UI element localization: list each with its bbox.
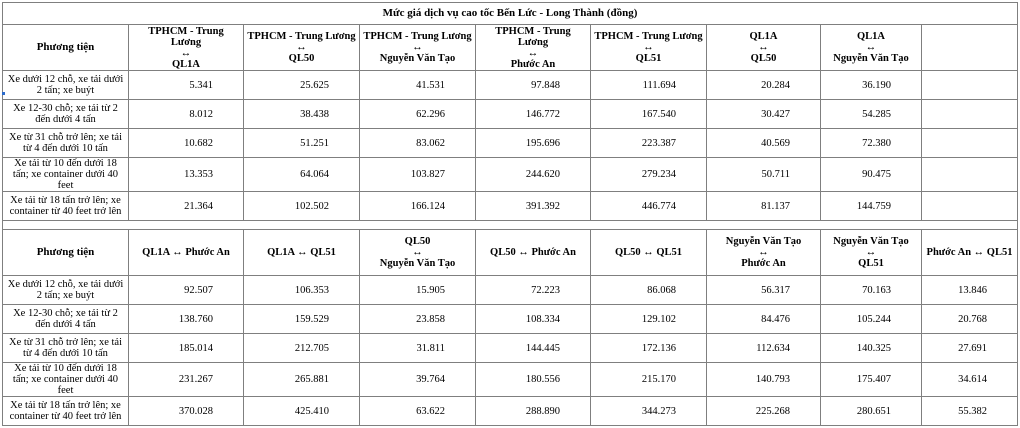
price-cell: 244.620 (476, 158, 591, 192)
route-header-text: TPHCM - Trung Lương (495, 25, 571, 48)
route-column-header (707, 25, 821, 71)
route-header-text: Nguyễn Văn Tạo (833, 53, 909, 64)
price-cell: 23.858 (360, 305, 476, 334)
vehicle-type-header: Phương tiện (3, 230, 129, 276)
vehicle-type-label: Xe dưới 12 chỗ, xe tải dưới 2 tấn; xe buýt (3, 276, 129, 305)
route-header-text: QL1A (749, 31, 778, 42)
table-row (3, 129, 1018, 158)
toll-table (2, 2, 1018, 426)
route-column-header (476, 25, 591, 71)
price-cell: 112.634 (707, 334, 821, 363)
route-column-header (821, 25, 922, 71)
spacer-cell (3, 221, 1018, 230)
table-row (3, 192, 1018, 221)
price-cell: 15.905 (360, 276, 476, 305)
route-header-text: ↔ (758, 42, 769, 53)
route-column-header (244, 25, 360, 71)
price-cell: 13.353 (129, 158, 244, 192)
route-column-header (591, 25, 707, 71)
empty-cell (922, 192, 1018, 221)
price-cell: 180.556 (476, 363, 591, 397)
route-header-text: QL50 ↔ QL51 (614, 247, 683, 258)
price-cell: 50.711 (707, 158, 821, 192)
price-cell: 446.774 (591, 192, 707, 221)
price-cell: 39.764 (360, 363, 476, 397)
price-cell: 34.614 (922, 363, 1018, 397)
price-cell: 231.267 (129, 363, 244, 397)
route-column-header (591, 230, 707, 276)
price-cell: 225.268 (707, 397, 821, 426)
price-cell: 102.502 (244, 192, 360, 221)
empty-cell (922, 158, 1018, 192)
price-cell: 31.811 (360, 334, 476, 363)
table2-header-row (3, 230, 1018, 276)
route-header-text: QL51 (635, 53, 662, 64)
price-cell: 21.364 (129, 192, 244, 221)
price-cell: 27.691 (922, 334, 1018, 363)
price-cell: 195.696 (476, 129, 591, 158)
route-header-text: ↔ (527, 47, 539, 59)
title-row (3, 3, 1018, 25)
price-cell: 92.507 (129, 276, 244, 305)
route-column-header (129, 25, 244, 71)
route-column-header (476, 230, 591, 276)
price-cell: 13.846 (922, 276, 1018, 305)
route-header-text: ↔ (296, 42, 307, 53)
vehicle-type-label: Xe tải từ 10 đến dưới 18 tấn; xe container dưới 40 feet (3, 363, 129, 397)
price-cell: 62.296 (360, 100, 476, 129)
table-row (3, 276, 1018, 305)
table-row (3, 334, 1018, 363)
price-cell: 41.531 (360, 71, 476, 100)
price-cell: 70.163 (821, 276, 922, 305)
price-cell: 166.124 (360, 192, 476, 221)
route-header-text: TPHCM - Trung Lương (247, 31, 356, 42)
price-cell: 172.136 (591, 334, 707, 363)
route-header-text: Nguyễn Văn Tạo (725, 236, 802, 247)
route-header-text: Nguyễn Văn Tạo (379, 53, 456, 64)
table-row (3, 363, 1018, 397)
table-row (3, 305, 1018, 334)
route-header-text: QL51 (858, 258, 884, 269)
route-header-text: ↔ (865, 42, 877, 53)
price-cell: 140.793 (707, 363, 821, 397)
price-cell: 83.062 (360, 129, 476, 158)
price-cell: 175.407 (821, 363, 922, 397)
route-column-header (360, 230, 476, 276)
route-header-text: ↔ (412, 247, 423, 258)
empty-cell (922, 71, 1018, 100)
vehicle-type-label: Xe 12-30 chỗ; xe tải từ 2 đến dưới 4 tấn (3, 305, 129, 334)
route-header-text: TPHCM - Trung Lương (594, 31, 703, 42)
table-row (3, 100, 1018, 129)
price-cell: 38.438 (244, 100, 360, 129)
price-cell: 140.325 (821, 334, 922, 363)
route-header-text: QL1A ↔ Phước An (142, 247, 230, 258)
price-cell: 20.768 (922, 305, 1018, 334)
route-column-header (707, 230, 821, 276)
route-column-header (821, 230, 922, 276)
empty-cell (922, 25, 1018, 71)
price-cell: 40.569 (707, 129, 821, 158)
price-cell: 10.682 (129, 129, 244, 158)
price-cell: 288.890 (476, 397, 591, 426)
route-header-text: Phước An (741, 258, 786, 269)
table-row (3, 71, 1018, 100)
route-header-text: TPHCM - Trung Lương (363, 31, 472, 42)
price-cell: 370.028 (129, 397, 244, 426)
price-cell: 81.137 (707, 192, 821, 221)
price-cell: 72.380 (821, 129, 922, 158)
table-row (3, 397, 1018, 426)
cell-selection-marker (2, 92, 5, 95)
price-cell: 265.881 (244, 363, 360, 397)
price-cell: 105.244 (821, 305, 922, 334)
route-header-text: QL50 (288, 53, 315, 64)
route-header-text: ↔ (412, 42, 423, 53)
route-header-text: Phước An ↔ QL51 (926, 247, 1013, 258)
price-cell: 215.170 (591, 363, 707, 397)
price-cell: 425.410 (244, 397, 360, 426)
route-column-header (129, 230, 244, 276)
route-header-text: ↔ (865, 247, 877, 258)
vehicle-type-label: Xe tải từ 10 đến dưới 18 tấn; xe container dưới 40 feet (3, 158, 129, 192)
price-cell: 391.392 (476, 192, 591, 221)
spacer-row (3, 221, 1018, 230)
empty-cell (922, 100, 1018, 129)
price-cell: 159.529 (244, 305, 360, 334)
route-header-text: Phước An (510, 58, 556, 70)
price-cell: 86.068 (591, 276, 707, 305)
price-cell: 90.475 (821, 158, 922, 192)
price-cell: 146.772 (476, 100, 591, 129)
route-column-header (922, 230, 1018, 276)
route-column-header (360, 25, 476, 71)
route-header-text: Nguyễn Văn Tạo (833, 236, 909, 247)
price-cell: 56.317 (707, 276, 821, 305)
price-cell: 97.848 (476, 71, 591, 100)
price-cell: 20.284 (707, 71, 821, 100)
vehicle-type-label: Xe 12-30 chỗ; xe tải từ 2 đến dưới 4 tấn (3, 100, 129, 129)
empty-cell (922, 129, 1018, 158)
price-cell: 144.759 (821, 192, 922, 221)
price-cell: 54.285 (821, 100, 922, 129)
price-cell: 212.705 (244, 334, 360, 363)
price-cell: 111.694 (591, 71, 707, 100)
price-cell: 280.651 (821, 397, 922, 426)
price-cell: 167.540 (591, 100, 707, 129)
route-header-text: QL1A (171, 58, 200, 70)
route-header-text: QL50 ↔ Phước An (490, 247, 576, 258)
vehicle-type-label: Xe từ 31 chỗ trở lên; xe tải từ 4 đến dưới 10 tấn (3, 129, 129, 158)
route-column-header (244, 230, 360, 276)
route-header-text: TPHCM - Trung Lương (148, 25, 224, 48)
price-cell: 51.251 (244, 129, 360, 158)
price-cell: 5.341 (129, 71, 244, 100)
route-header-text: QL50 (750, 53, 777, 64)
route-header-text: ↔ (643, 42, 654, 53)
price-cell: 279.234 (591, 158, 707, 192)
price-cell: 129.102 (591, 305, 707, 334)
price-cell: 103.827 (360, 158, 476, 192)
price-cell: 64.064 (244, 158, 360, 192)
price-cell: 8.012 (129, 100, 244, 129)
price-cell: 72.223 (476, 276, 591, 305)
price-cell: 30.427 (707, 100, 821, 129)
route-header-text: ↔ (180, 47, 192, 59)
price-cell: 344.273 (591, 397, 707, 426)
vehicle-type-label: Xe từ 31 chỗ trở lên; xe tải từ 4 đến dưới 10 tấn (3, 334, 129, 363)
price-cell: 108.334 (476, 305, 591, 334)
vehicle-type-label: Xe tải từ 18 tấn trở lên; xe container từ 40 feet trở lên (3, 397, 129, 426)
vehicle-type-label: Xe dưới 12 chỗ, xe tải dưới 2 tấn; xe buýt (3, 71, 129, 100)
price-cell: 138.760 (129, 305, 244, 334)
route-header-text: Nguyễn Văn Tạo (379, 258, 456, 269)
price-cell: 144.445 (476, 334, 591, 363)
route-header-text: QL1A ↔ QL51 (267, 247, 336, 258)
price-cell: 106.353 (244, 276, 360, 305)
route-header-text: QL1A (856, 31, 885, 42)
table1-header-row (3, 25, 1018, 71)
price-cell: 36.190 (821, 71, 922, 100)
price-cell: 63.622 (360, 397, 476, 426)
price-cell: 223.387 (591, 129, 707, 158)
table-row (3, 158, 1018, 192)
vehicle-type-header: Phương tiện (3, 25, 129, 71)
route-header-text: ↔ (758, 247, 769, 258)
route-header-text: QL50 (404, 236, 431, 247)
price-cell: 84.476 (707, 305, 821, 334)
toll-price-sheet (2, 2, 1017, 426)
vehicle-type-label: Xe tải từ 18 tấn trở lên; xe container từ 40 feet trở lên (3, 192, 129, 221)
table-title: Mức giá dịch vụ cao tốc Bến Lức - Long Thành (đồng) (3, 3, 1018, 25)
price-cell: 55.382 (922, 397, 1018, 426)
price-cell: 185.014 (129, 334, 244, 363)
price-cell: 25.625 (244, 71, 360, 100)
